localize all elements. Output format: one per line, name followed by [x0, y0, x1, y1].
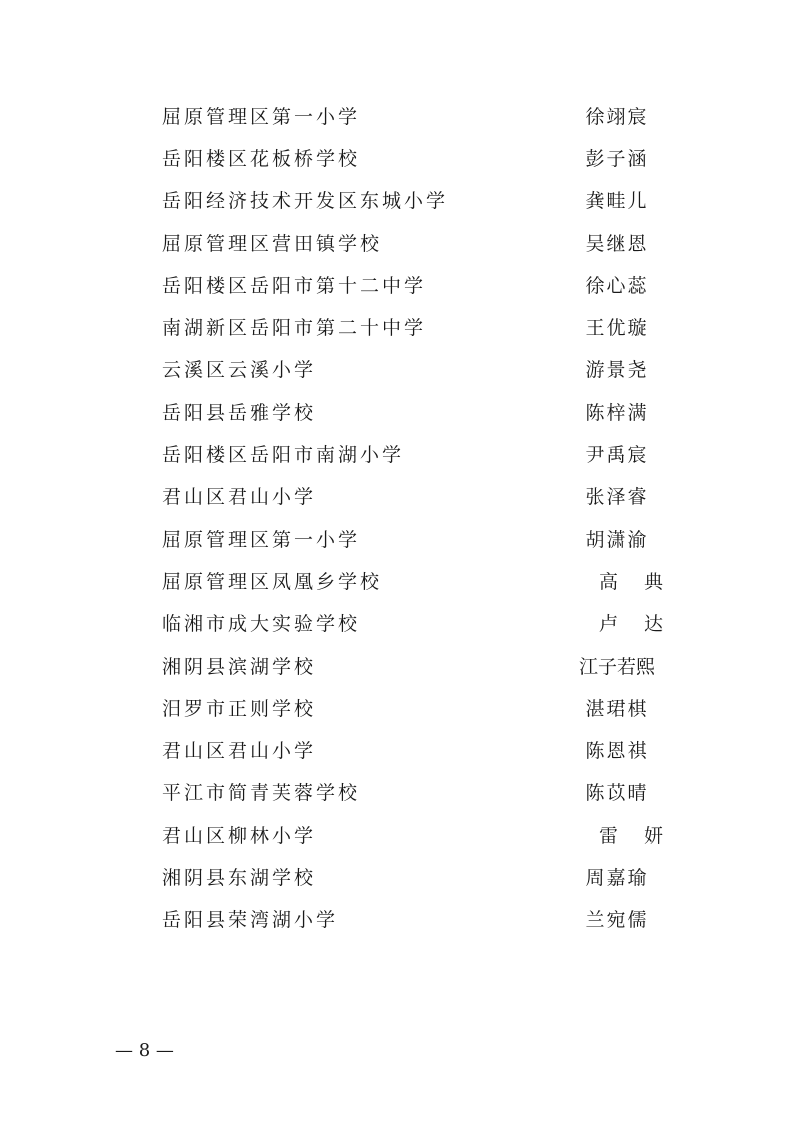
school-name: 君山区君山小学: [162, 740, 317, 763]
school-name: 岳阳楼区花板桥学校: [162, 147, 361, 170]
list-item: [162, 517, 662, 559]
student-name: 江子若熙: [578, 655, 655, 678]
student-name: 胡潇渝: [585, 528, 649, 551]
student-name: 张泽睿: [585, 486, 649, 509]
school-name: 屈原管理区第一小学: [162, 528, 361, 551]
list-item: [162, 475, 662, 517]
list-item: [162, 559, 690, 601]
student-name: 游景尧: [585, 359, 649, 382]
school-name: 屈原管理区凤凰乡学校: [162, 570, 383, 593]
school-name: 君山区柳林小学: [162, 824, 317, 847]
student-name: 陈苡晴: [585, 782, 649, 805]
list-item: [162, 348, 662, 390]
school-name: 南湖新区岳阳市第二十中学: [162, 317, 427, 340]
award-list: [162, 94, 690, 940]
list-item: [162, 644, 662, 686]
student-name: 吴继恩: [585, 232, 649, 255]
school-name: 岳阳楼区岳阳市南湖小学: [162, 444, 405, 467]
student-name: 徐心蕊: [585, 274, 649, 297]
student-name: 尹禹宸: [585, 444, 649, 467]
student-name: 湛珺棋: [585, 697, 649, 720]
student-name: 彭子涵: [585, 147, 649, 170]
list-item: [162, 263, 662, 305]
list-item: [162, 179, 662, 221]
list-item: [162, 813, 690, 855]
list-item: [162, 432, 662, 474]
list-item: [162, 686, 662, 728]
student-name: 龚畦儿: [585, 190, 649, 213]
list-item: [162, 898, 662, 940]
list-item: [162, 94, 662, 136]
list-item: [162, 305, 662, 347]
student-name: 陈梓满: [585, 401, 649, 424]
page-number: — 8 —: [115, 1040, 174, 1061]
student-name: 兰宛儒: [585, 909, 649, 932]
list-item: [162, 602, 690, 644]
student-name: 卢达: [599, 613, 690, 636]
student-name: 徐翊宸: [585, 105, 649, 128]
student-name: 雷妍: [599, 824, 690, 847]
school-name: 君山区君山小学: [162, 486, 317, 509]
list-item: [162, 136, 662, 178]
student-name: 高典: [599, 570, 690, 593]
school-name: 汨罗市正则学校: [162, 697, 317, 720]
school-name: 岳阳县荣湾湖小学: [162, 909, 339, 932]
school-name: 屈原管理区第一小学: [162, 105, 361, 128]
student-name: 王优璇: [585, 317, 649, 340]
list-item: [162, 855, 662, 897]
list-item: [162, 771, 662, 813]
school-name: 临湘市成大实验学校: [162, 613, 361, 636]
school-name: 湘阴县滨湖学校: [162, 655, 317, 678]
school-name: 屈原管理区营田镇学校: [162, 232, 383, 255]
school-name: 云溪区云溪小学: [162, 359, 317, 382]
school-name: 平江市简青芙蓉学校: [162, 782, 361, 805]
list-item: [162, 390, 662, 432]
school-name: 岳阳经济技术开发区东城小学: [162, 190, 449, 213]
school-name: 岳阳县岳雅学校: [162, 401, 317, 424]
student-name: 陈恩祺: [585, 740, 649, 763]
list-item: [162, 728, 662, 770]
school-name: 岳阳楼区岳阳市第十二中学: [162, 274, 427, 297]
list-item: [162, 221, 662, 263]
school-name: 湘阴县东湖学校: [162, 866, 317, 889]
student-name: 周嘉瑜: [585, 866, 649, 889]
